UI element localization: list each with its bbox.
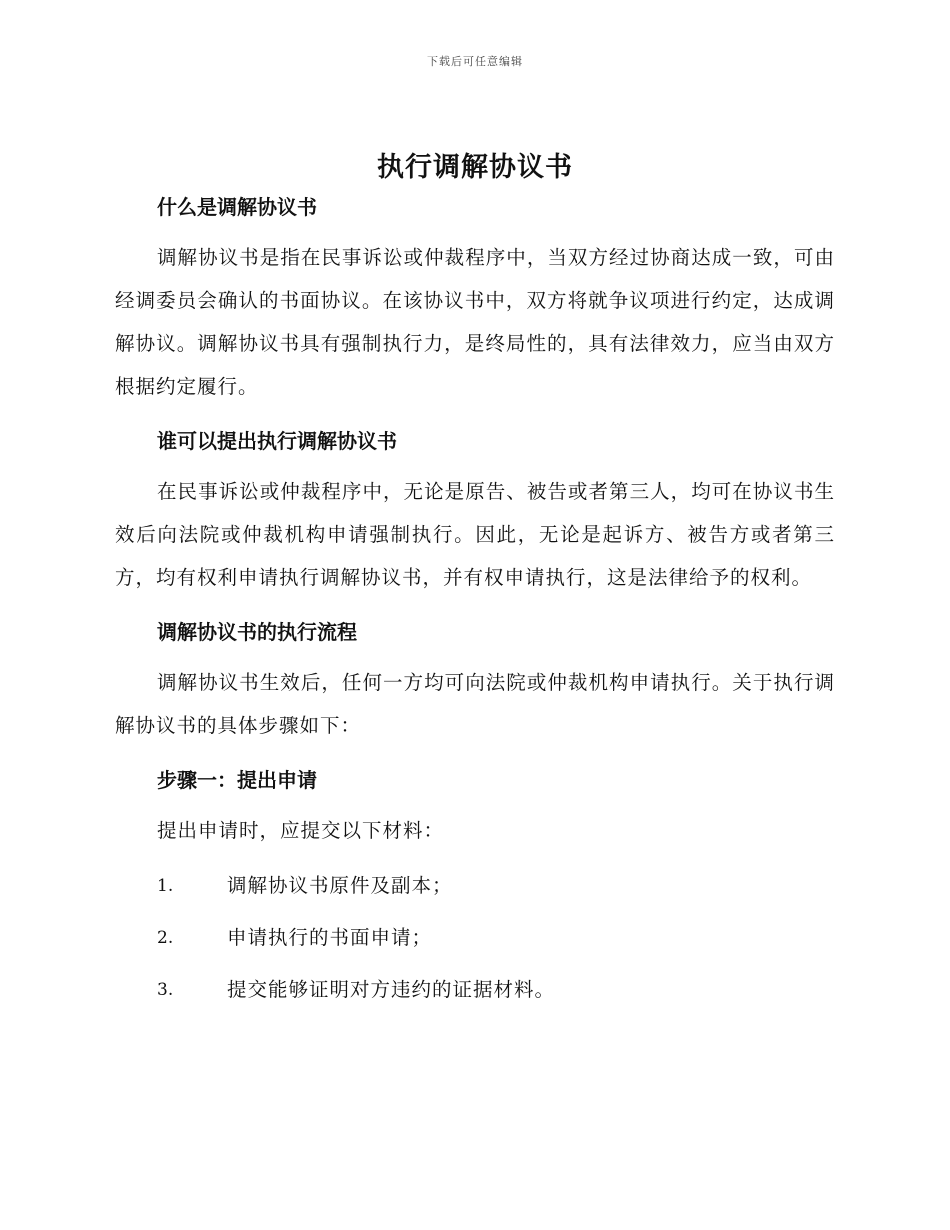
materials-list: [115, 860, 835, 1016]
list-text: 提交能够证明对方违约的证据材料。: [227, 978, 556, 1001]
header-note: 下载后可任意编辑: [427, 55, 523, 68]
list-text: 申请执行的书面申请；: [227, 926, 433, 949]
section-heading: 谁可以提出执行调解协议书: [157, 429, 397, 453]
section-what-is: [115, 190, 835, 408]
list-number: 1.: [157, 876, 174, 896]
list-item: [115, 964, 835, 1016]
list-number: 3.: [157, 980, 174, 1000]
list-item: [115, 912, 835, 964]
list-item: [115, 860, 835, 912]
section-heading: 调解协议书的执行流程: [157, 620, 357, 644]
document-title: 执行调解协议书: [377, 152, 573, 183]
section-paragraph: 调解协议书生效后，任何一方均可向法院或仲裁机构申请执行。关于执行调解协议书的具体步骤如下：: [115, 671, 835, 737]
section-execution-process: [115, 615, 835, 747]
document-body: [115, 190, 835, 1016]
section-heading: 步骤一：提出申请: [157, 768, 317, 792]
section-paragraph: 在民事诉讼或仲裁程序中，无论是原告、被告或者第三人，均可在协议书生效后向法院或仲裁机构申请强制执行。因此，无论是起诉方、被告方或者第三方，均有权利申请执行调解协议书，并有权申请执行，这是法律给予的权利。: [115, 480, 835, 589]
list-number: 2.: [157, 928, 174, 948]
list-text: 调解协议书原件及副本；: [227, 874, 453, 897]
section-paragraph: 调解协议书是指在民事诉讼或仲裁程序中，当双方经过协商达成一致，可由经调委员会确认的书面协议。在该协议书中，双方将就争议项进行约定，达成调解协议。调解协议书具有强制执行力，是终局性的，具有法律效力，应当由双方根据约定履行。: [115, 246, 835, 398]
section-step-one: [115, 763, 835, 852]
section-paragraph: 提出申请时，应提交以下材料：: [157, 819, 445, 842]
section-who-can-apply: [115, 424, 835, 599]
section-heading: 什么是调解协议书: [157, 195, 317, 219]
